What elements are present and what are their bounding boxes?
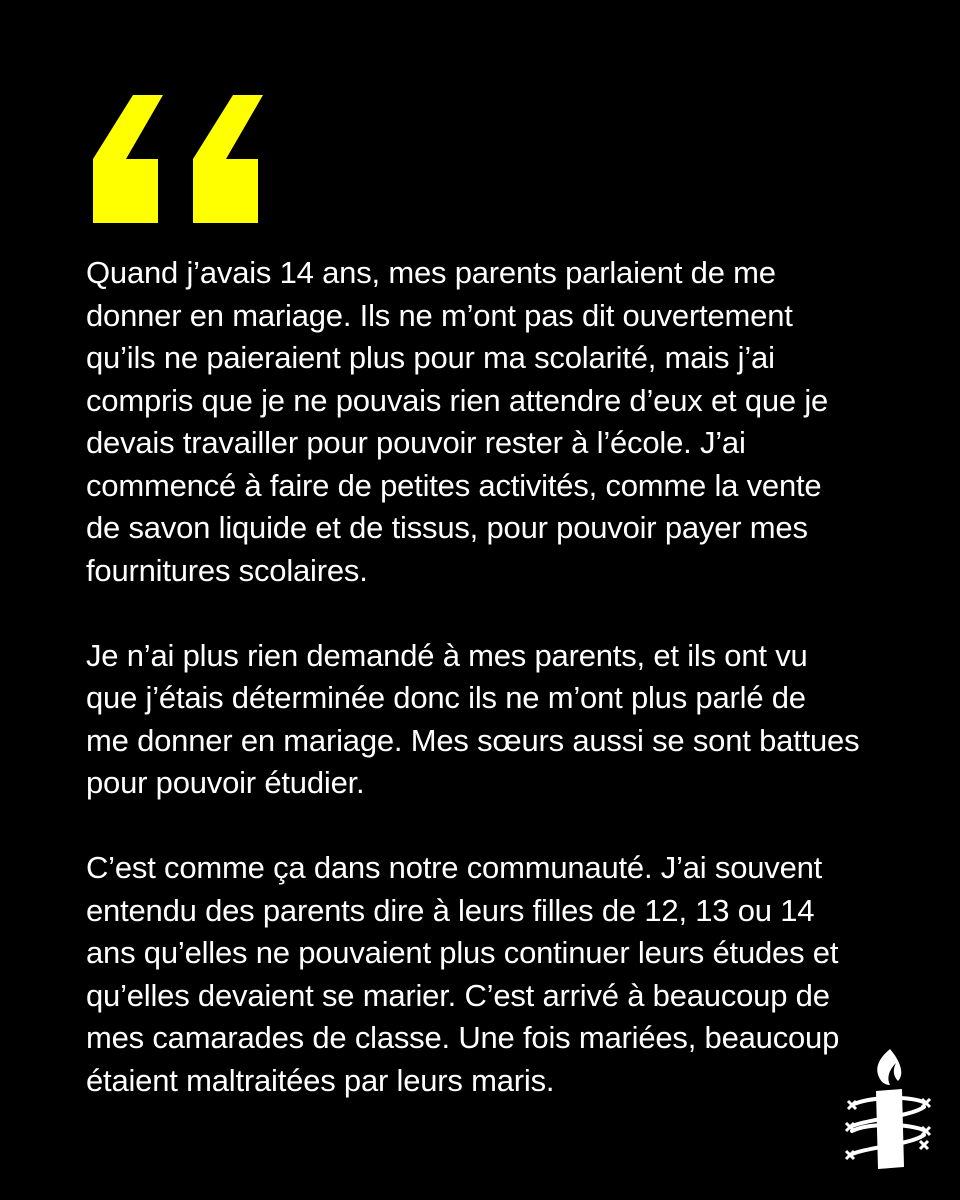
text-line: C’est comme ça dans notre communauté. J’ai souvent xyxy=(86,850,823,885)
text-line: que j’étais déterminée donc ils ne m’ont plus parlé de xyxy=(86,680,806,715)
text-line: compris que je ne pouvais rien attendre d’eux et que je xyxy=(86,382,829,418)
text-line: entendu des parents dire à leurs filles de 12, 13 ou 14 xyxy=(86,892,815,928)
text-line: qu’elles devaient se marier. C’est arrivé à beaucoup de xyxy=(86,977,830,1013)
text-line: donner en mariage. Ils ne m’ont pas dit ouvertement xyxy=(86,297,793,333)
text-line: Je n’ai plus rien demandé à mes parents, et ils ont vu xyxy=(86,637,808,673)
text-line: me donner en mariage. Mes sœurs aussi se sont battues xyxy=(86,722,860,758)
paragraph-1 xyxy=(86,252,886,592)
text-line: qu’ils ne paieraient plus pour ma scolarité, mais j’ai xyxy=(86,340,775,375)
text-line: de savon liquide et de tissus, pour pouvoir payer mes xyxy=(86,510,808,545)
paragraph-3 xyxy=(86,847,886,1102)
opening-quotation-mark-icon xyxy=(93,95,263,227)
text-line: devais travailler pour pouvoir rester à l’école. J’ai xyxy=(86,425,746,460)
text-line: étaient maltraitées par leurs maris. xyxy=(86,1062,555,1098)
quote-body xyxy=(86,252,886,1102)
text-line: commencé à faire de petites activités, comme la vente xyxy=(86,467,822,503)
text-line: ans qu’elles ne pouvaient plus continuer leurs études et xyxy=(86,935,839,970)
text-line: mes camarades de classe. Une fois mariées, beaucoup xyxy=(86,1020,840,1055)
text-line: Quand j’avais 14 ans, mes parents parlaient de me xyxy=(86,255,776,290)
paragraph-2 xyxy=(86,635,886,805)
candle-barbed-wire-icon xyxy=(838,1045,938,1173)
text-line: fournitures scolaires. xyxy=(86,552,368,588)
text-line: pour pouvoir étudier. xyxy=(86,765,365,800)
